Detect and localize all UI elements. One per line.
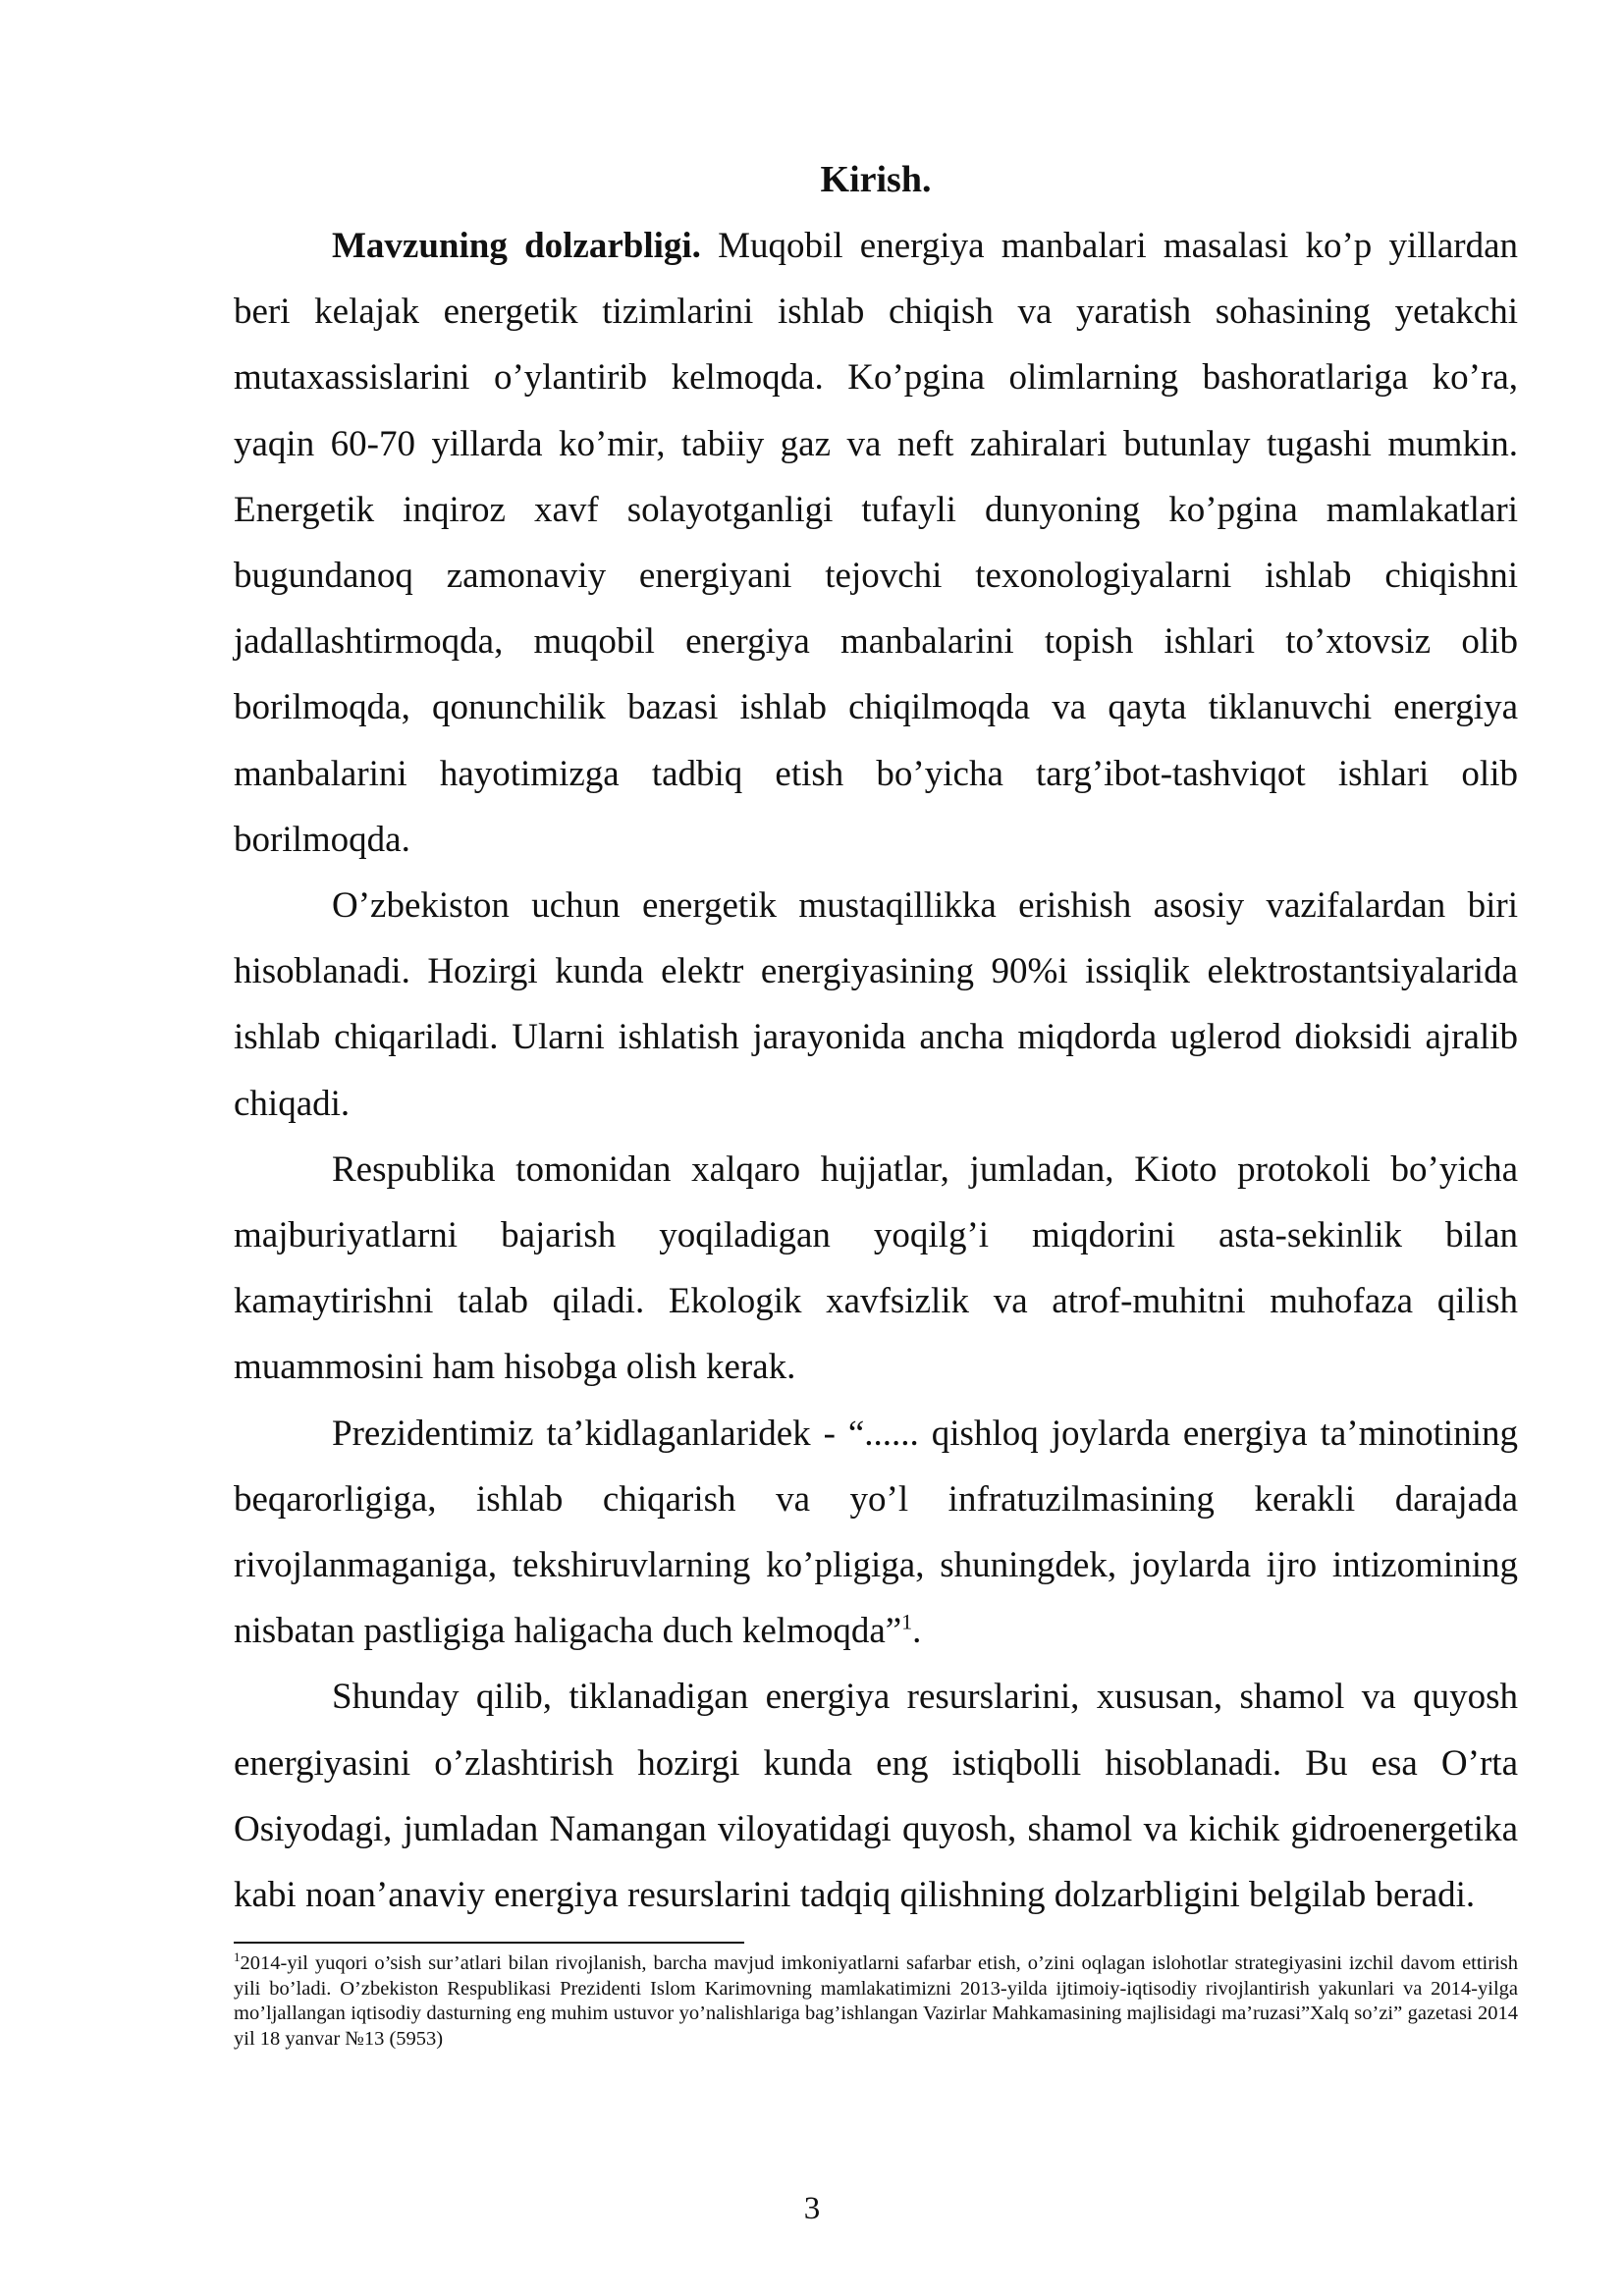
footnote-marker: 1 xyxy=(234,1949,241,1965)
paragraph-lead-bold: Mavzuning dolzarbligi. xyxy=(332,226,701,266)
paragraph-text: Respublika tomonidan xalqaro hujjatlar, jumladan, Kioto protokoli bo’yicha majburiyatlarni bajarish yoqiladigan yoqilg’i miqdorini asta-sekinlik bilan kamaytirishni talab qiladi. Ekologik xavfsizlik va atrof-muhitni muhofaza qilish muammosini ham hisobga olish kerak. xyxy=(234,1148,1518,1388)
paragraph-president-quote xyxy=(234,1401,1518,1665)
paragraph-text: Prezidentimiz ta’kidlaganlaridek - “...... qishloq joylarda energiya ta’minotining beqarorligiga, ishlab chiqarish va yo’l infratuzilmasining kerakli darajada rivojlanmaganiga, tekshiruvlarning ko’pligiga, shuningdek, joylarda ijro intizomining nisbatan pastligiga haligacha duch kelmoqda” xyxy=(234,1413,1518,1652)
paragraph-energy-independence xyxy=(234,873,1518,1137)
paragraph-text: Muqobil energiya manbalari masalasi ko’p yillardan beri kelajak energetik tizimlarini ishlab chiqish va yaratish sohasining yetakchi mutaxassislarini o’ylantirib kelmoqda. Ko’pgina olimlarning bashoratlariga ko’ra, yaqin 60-70 yillarda ko’mir, tabiiy gaz va neft zahiralari butunlay tugashi mumkin. Energetik inqiroz xavf solayotganligi tufayli dunyoning ko’pgina mamlakatlari bugundanoq zamonaviy energiyani tejovchi texonologiyalarni ishlab chiqishni jadallashtirmoqda, muqobil energiya manbalarini topish ishlari to’xtovsiz olib borilmoqda, qonunchilik bazasi ishlab chiqilmoqda va qayta tiklanuvchi energiya manbalarini hayotimizga tadbiq etish bo’yicha targ’ibot-tashviqot ishlari olib borilmoqda. xyxy=(234,226,1518,860)
paragraph-tail: . xyxy=(912,1611,922,1652)
footnote-separator xyxy=(234,1942,744,1944)
page-heading: Kirish. xyxy=(820,159,932,200)
paragraph-conclusion xyxy=(234,1664,1518,1928)
footnote-text: 2014-yil yuqori o’sish sur’atlari bilan rivojlanish, barcha mavjud imkoniyatlarni safarbar etish, o’zini oqlagan islohotlar strategiyasini izchil davom ettirish yili bo’ladi. O’zbekiston Respublikasi Prezidenti Islom Karimovning mamlakatimizni 2013-yilda ijtimoiy-iqtisodiy rivojlantirish yakunlari va 2014-yilga mo’ljallangan iqtisodiy dasturning eng muhim ustuvor yo’nalishlariga bag’ishlangan Vazirlar Mahkamasining majlisidagi ma’ruzasi”Xalq so’zi” gazetasi 2014 yil 18 yanvar №13 (5953) xyxy=(234,1952,1518,2050)
footnote-reference[interactable]: 1 xyxy=(901,1609,913,1634)
footnote xyxy=(234,1951,1518,2052)
paragraph-relevance xyxy=(234,213,1518,873)
paragraph-text: Shunday qilib, tiklanadigan energiya resurslarini, xususan, shamol va quyosh energiyasini o’zlashtirish hozirgi kunda eng istiqbolli hisoblanadi. Bu esa O’rta Osiyodagi, jumladan Namangan viloyatidagi quyosh, shamol va kichik gidroenergetika kabi noan’anaviy energiya resurslarini tadqiq qilishning dolzarbligini belgilab beradi. xyxy=(234,1677,1518,1916)
page-number: 3 xyxy=(803,2191,821,2226)
paragraph-text: O’zbekiston uchun energetik mustaqillikka erishish asosiy vazifalardan biri hisoblanadi. Hozirgi kunda elektr energiyasining 90%i issiqlik elektrostantsiyalarida ishlab chiqariladi. Ularni ishlatish jarayonida ancha miqdorda uglerod dioksidi ajralib chiqadi. xyxy=(234,885,1518,1124)
paragraph-kyoto-protocol xyxy=(234,1137,1518,1401)
document-page xyxy=(234,147,1518,2052)
